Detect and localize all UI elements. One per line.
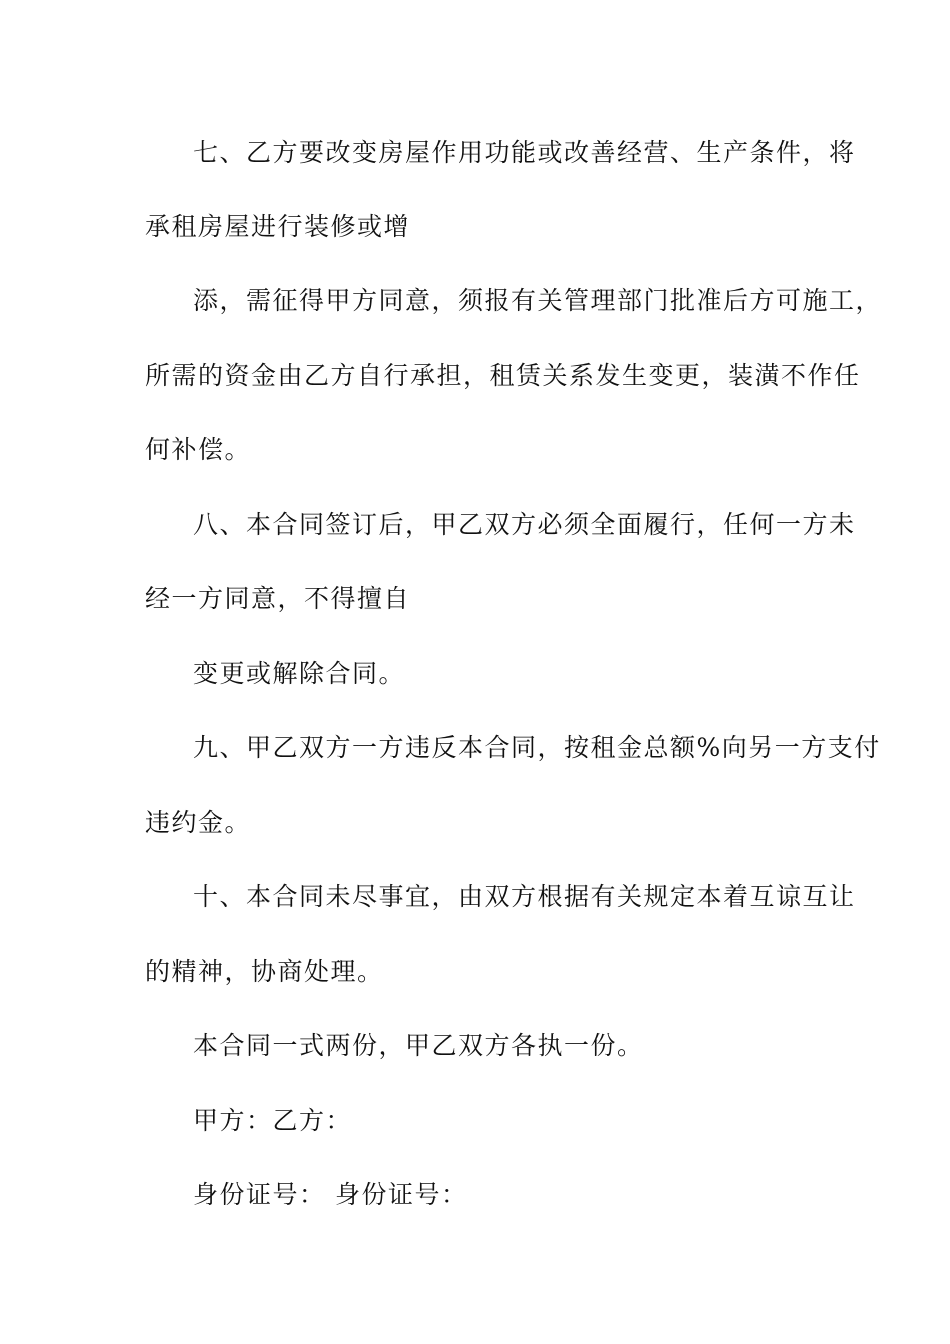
clause-10-line-2: 的精神，协商处理。 (145, 957, 384, 986)
clause-8-line-1: 八、本合同签订后，甲乙双方必须全面履行，任何一方未 (193, 510, 856, 539)
clause-7-line-1: 七、乙方要改变房屋作用功能或改善经营、生产条件，将 (193, 138, 856, 167)
party-signature-labels: 甲方：乙方： (193, 1106, 353, 1135)
clause-8-line-2: 经一方同意，不得擅自 (145, 584, 411, 613)
clause-7-line-2: 承租房屋进行装修或增 (145, 212, 411, 241)
clause-9-line-2: 违约金。 (145, 808, 252, 837)
clause-7-line-3: 添，需征得甲方同意，须报有关管理部门批准后方可施工， (193, 286, 883, 315)
clause-9-line-1: 九、甲乙双方一方违反本合同，按租金总额%向另一方支付 (193, 733, 881, 762)
clause-10-line-1: 十、本合同未尽事宜，由双方根据有关规定本着互谅互让 (193, 882, 856, 911)
clause-7-line-4: 所需的资金由乙方自行承担，租赁关系发生变更，装潢不作任 (145, 361, 861, 390)
clause-7-line-5: 何补偿。 (145, 435, 252, 464)
clause-8-line-3: 变更或解除合同。 (193, 659, 406, 688)
copies-statement: 本合同一式两份，甲乙双方各执一份。 (193, 1031, 644, 1060)
id-number-labels: 身份证号： 身份证号： (193, 1180, 468, 1209)
